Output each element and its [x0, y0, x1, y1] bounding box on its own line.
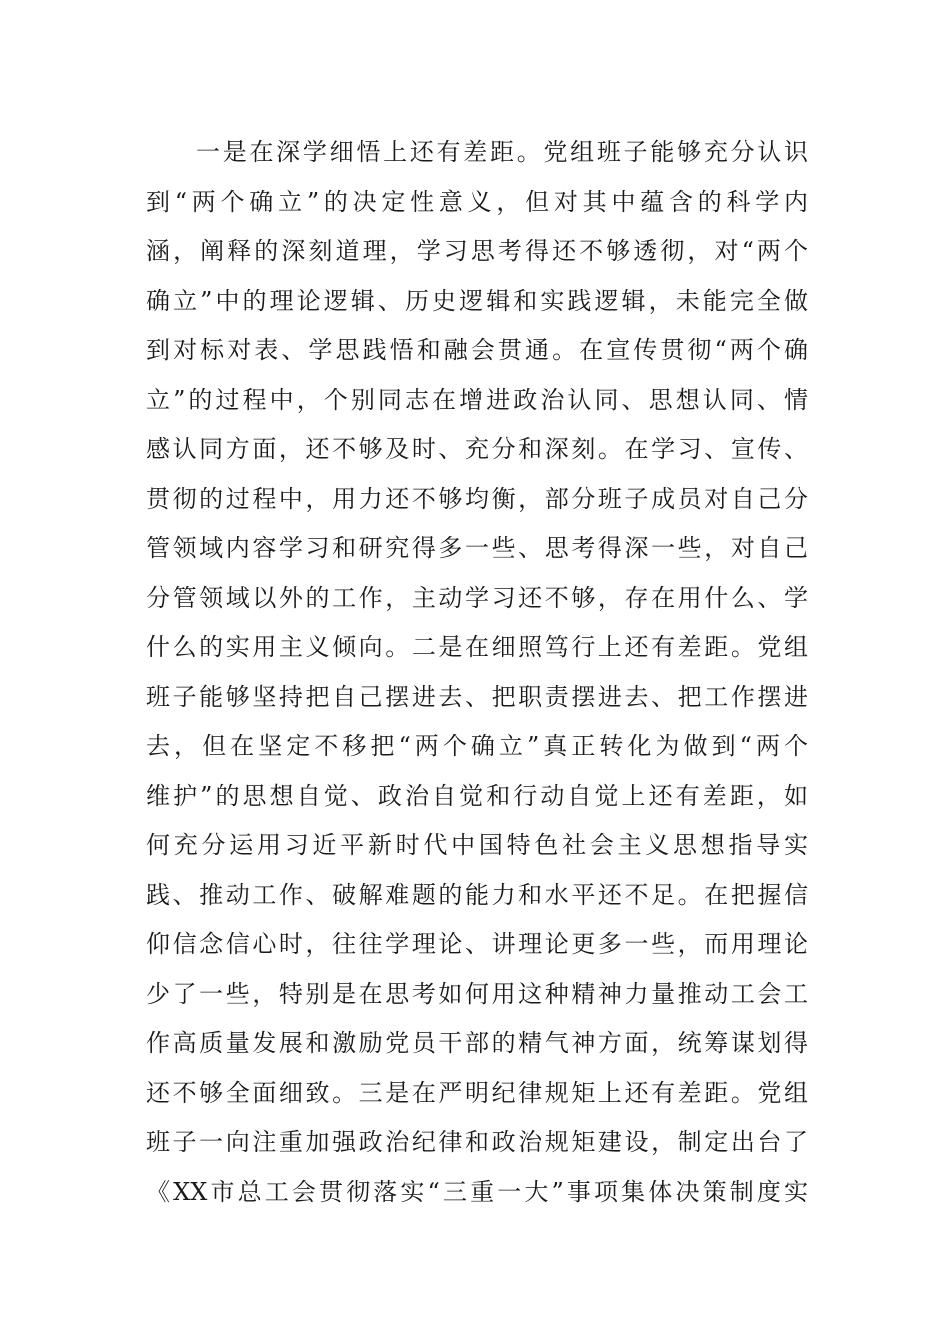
- paragraph-line: 分管领域以外的工作，主动学习还不够，存在用什么、学: [146, 583, 808, 612]
- paragraph-line: 维护”的思想自觉、政治自觉和行动自觉上还有差距，如: [146, 781, 808, 810]
- paragraph-line: 一是在深学细悟上还有差距。党组班子能够充分认识: [196, 138, 808, 166]
- paragraph-line: 管领域内容学习和研究得多一些、思考得深一些，对自己: [146, 534, 808, 562]
- paragraph-line: 立”的过程中，个别同志在增进政治认同、思想认同、情: [146, 385, 808, 414]
- paragraph-line: 贯彻的过程中，用力还不够均衡，部分班子成员对自己分: [146, 484, 808, 513]
- paragraph-line: 到“两个确立”的决定性意义，但对其中蕴含的科学内: [146, 187, 808, 216]
- paragraph-line: 践、推动工作、破解难题的能力和水平还不足。在把握信: [146, 880, 808, 909]
- paragraph-line: 班子能够坚持把自己摆进去、把职责摆进去、把工作摆进: [146, 682, 808, 711]
- paragraph-line: 仰信念信心时，往往学理论、讲理论更多一些，而用理论: [146, 930, 808, 958]
- paragraph-line: 什么的实用主义倾向。二是在细照笃行上还有差距。党组: [146, 633, 808, 661]
- body-paragraph: [146, 128, 808, 1217]
- paragraph-line: 确立”中的理论逻辑、历史逻辑和实践逻辑，未能完全做: [146, 286, 808, 315]
- paragraph-line: 感认同方面，还不够及时、充分和深刻。在学习、宣传、: [146, 435, 808, 463]
- paragraph-line: 去，但在坚定不移把“两个确立”真正转化为做到“两个: [146, 732, 808, 760]
- paragraph-line: 还不够全面细致。三是在严明纪律规矩上还有差距。党组: [146, 1078, 808, 1107]
- paragraph-line: 少了一些，特别是在思考如何用这种精神力量推动工会工: [146, 979, 808, 1008]
- paragraph-line: 何充分运用习近平新时代中国特色社会主义思想指导实: [146, 831, 808, 859]
- paragraph-line: 《XX市总工会贯彻落实“三重一大”事项集体决策制度实: [146, 1177, 808, 1206]
- paragraph-line: 到对标对表、学思践悟和融会贯通。在宣传贯彻“两个确: [146, 336, 808, 364]
- paragraph-line: 涵，阐释的深刻道理，学习思考得还不够透彻，对“两个: [146, 237, 808, 265]
- paragraph-line: 班子一向注重加强政治纪律和政治规矩建设，制定出台了: [146, 1128, 808, 1156]
- paragraph-line: 作高质量发展和激励党员干部的精气神方面，统筹谋划得: [146, 1029, 808, 1057]
